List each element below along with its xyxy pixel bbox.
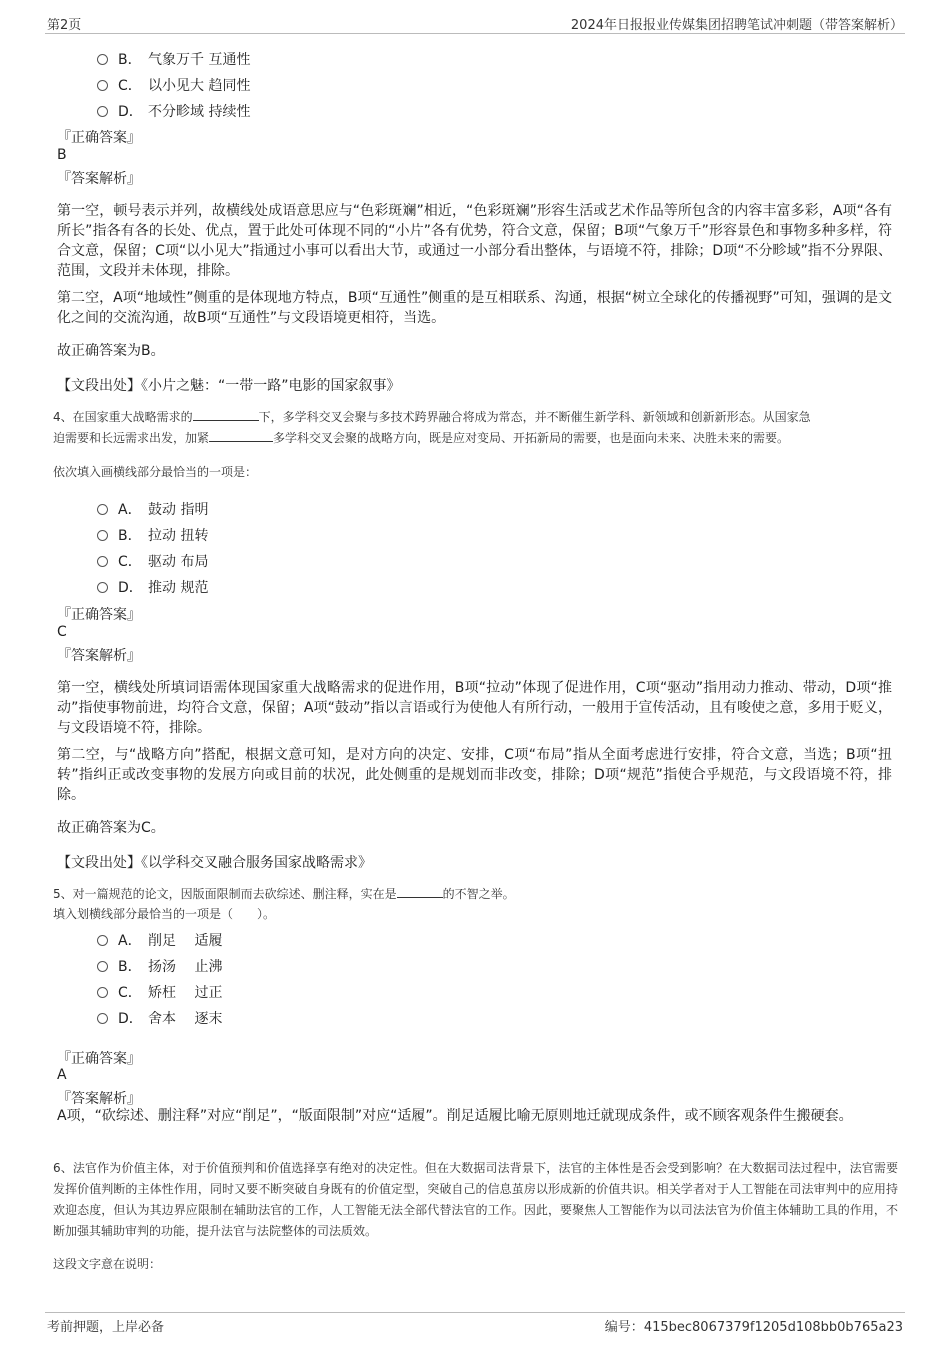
q5-option-a[interactable]: A． 削足 适履: [97, 930, 222, 950]
radio-icon[interactable]: [97, 935, 108, 946]
q4-analysis-label: 『答案解析』: [57, 648, 141, 664]
q4-question-text: 4、在国家重大战略需求的 下，多学科交叉会聚与多技术跨界融合将成为常态，并不断催生新学科、新领域和创新新形态。从国家急 迫需要和长远需求出发，加紧 多学科交叉会聚的战略方向，既是应对变局、开拓新局的需要，也是面向未来、决胜未来的需要。: [53, 410, 811, 445]
q5-option-b[interactable]: B． 扬汤 止沸: [97, 956, 222, 976]
page-number: 第2页: [47, 18, 82, 33]
footer-code: 编号：415bec8067379f1205d108bb0b765a23: [604, 1320, 903, 1335]
radio-icon[interactable]: [97, 1013, 108, 1024]
q4-option-c[interactable]: C． 驱动 布局: [97, 551, 208, 571]
radio-icon[interactable]: [97, 54, 108, 65]
q5-analysis-label: 『答案解析』: [57, 1091, 141, 1107]
q4-blank-1: [193, 408, 259, 421]
radio-icon[interactable]: [97, 582, 108, 593]
q3-option-c[interactable]: C． 以小见大 趋同性: [97, 75, 250, 95]
q4-blank-2: [209, 429, 273, 442]
q3-option-d[interactable]: D． 不分畛域 持续性: [97, 101, 250, 121]
radio-icon[interactable]: [97, 106, 108, 117]
q4-option-d[interactable]: D． 推动 规范: [97, 577, 208, 597]
q5-analysis: A项，“砍综述、删注释”对应“削足”，“版面限制”对应“适履”。削足适履比喻无原则地迁就现成条件，或不顾客观条件生搬硬套。: [57, 1108, 853, 1124]
q4-analysis-conclusion: 故正确答案为C。: [57, 820, 165, 836]
q3-analysis-conclusion: 故正确答案为B。: [57, 343, 165, 359]
q6-prompt: 这段文字意在说明：: [53, 1257, 162, 1271]
q3-answer: B: [57, 147, 67, 163]
q4-analysis-paragraph-1: 第一空，横线处所填词语需体现国家重大战略需求的促进作用，B项“拉动”体现了促进作用，C项“驱动”指用动力推动、带动，D项“推动”指使事物前进，均符合文意，保留；A项“鼓动”指以言语或行为使他人有所行动，一般用于宣传活动，且有唆使之意，多用于贬义，与文段语境不符，排除。: [57, 680, 892, 736]
q6-question-text: 6、法官作为价值主体，对于价值预判和价值选择享有绝对的决定性。但在大数据司法背景下，法官的主体性是否会受到影响？在大数据司法过程中，法官需要发挥价值判断的主体性作用，同时又要不断突破自身既有的价值定型，突破自己的信息茧房以形成新的价值共识。相关学者对于人工智能在司法审判中的应用持欢迎态度，但认为其边界应限制在辅助法官的工作，人工智能无法全部代替法官的工作。因此，要聚焦人工智能作为以司法法官为价值主体辅助工具的作用，不断加强其辅助审判的功能，提升法官与法院整体的司法质效。: [53, 1161, 898, 1238]
q5-option-d[interactable]: D． 舍本 逐末: [97, 1008, 222, 1028]
q4-option-b[interactable]: B． 拉动 扭转: [97, 525, 208, 545]
q4-source: 【文段出处】《以学科交叉融合服务国家战略需求》: [57, 855, 372, 871]
q4-analysis-paragraph-2: 第二空，与“战略方向”搭配，根据文意可知，是对方向的决定、安排，C项“布局”指从全面考虑进行安排，符合文意，当选；B项“扭转”指纠正或改变事物的发展方向或目前的状况，此处侧重的是规划而非改变，排除；D项“规范”指使合乎规范，与文段语境不符，排除。: [57, 747, 892, 803]
header-divider: [45, 33, 905, 34]
q3-source: 【文段出处】《小片之魅：“一带一路”电影的国家叙事》: [57, 378, 401, 394]
q5-prompt: 填入划横线部分最恰当的一项是（ ）。: [53, 907, 276, 921]
radio-icon[interactable]: [97, 80, 108, 91]
q5-answer: A: [57, 1067, 67, 1083]
radio-icon[interactable]: [97, 961, 108, 972]
q5-option-c[interactable]: C． 矫枉 过正: [97, 982, 222, 1002]
radio-icon[interactable]: [97, 504, 108, 515]
q5-answer-label: 『正确答案』: [57, 1051, 141, 1067]
document-title: 2024年日报报业传媒集团招聘笔试冲刺题（带答案解析）: [570, 18, 903, 33]
footer-divider: [45, 1312, 905, 1313]
radio-icon[interactable]: [97, 987, 108, 998]
q3-answer-label: 『正确答案』: [57, 130, 141, 146]
q4-answer-label: 『正确答案』: [57, 607, 141, 623]
q4-option-a[interactable]: A． 鼓动 指明: [97, 499, 208, 519]
q3-option-b[interactable]: B． 气象万千 互通性: [97, 49, 250, 69]
radio-icon[interactable]: [97, 556, 108, 567]
q5-question-text: 5、对一篇规范的论文，因版面限制而去砍综述、删注释，实在是 的不智之举。: [53, 887, 515, 901]
q3-analysis-paragraph-2: 第二空，A项“地域性”侧重的是体现地方特点，B项“互通性”侧重的是互相联系、沟通，根据“树立全球化的传播视野”可知，强调的是文化之间的交流沟通，故B项“互通性”与文段语境更相符，当选。: [57, 290, 892, 326]
q3-analysis-label: 『答案解析』: [57, 171, 141, 187]
footer-slogan: 考前押题，上岸必备: [47, 1320, 165, 1335]
q3-analysis-paragraph-1: 第一空，顿号表示并列，故横线处成语意思应与“色彩斑斓”相近，“色彩斑斓”形容生活或艺术作品等所包含的内容丰富多彩，A项“各有所长”指各有各的长处、优点，置于此处可体现不同的“小片”各有优势，符合文意，保留；B项“气象万千”形容景色和事物多种多样，符合文意，保留；C项“以小见大”指通过小事可以看出大节，或通过一小部分看出整体，与语境不符，排除；D项“不分畛域”指不分界限、范围，文段并未体现，排除。: [57, 203, 892, 279]
q4-prompt: 依次填入画横线部分最恰当的一项是：: [53, 465, 258, 479]
radio-icon[interactable]: [97, 530, 108, 541]
q5-blank: [397, 885, 443, 898]
q4-answer: C: [57, 624, 67, 640]
